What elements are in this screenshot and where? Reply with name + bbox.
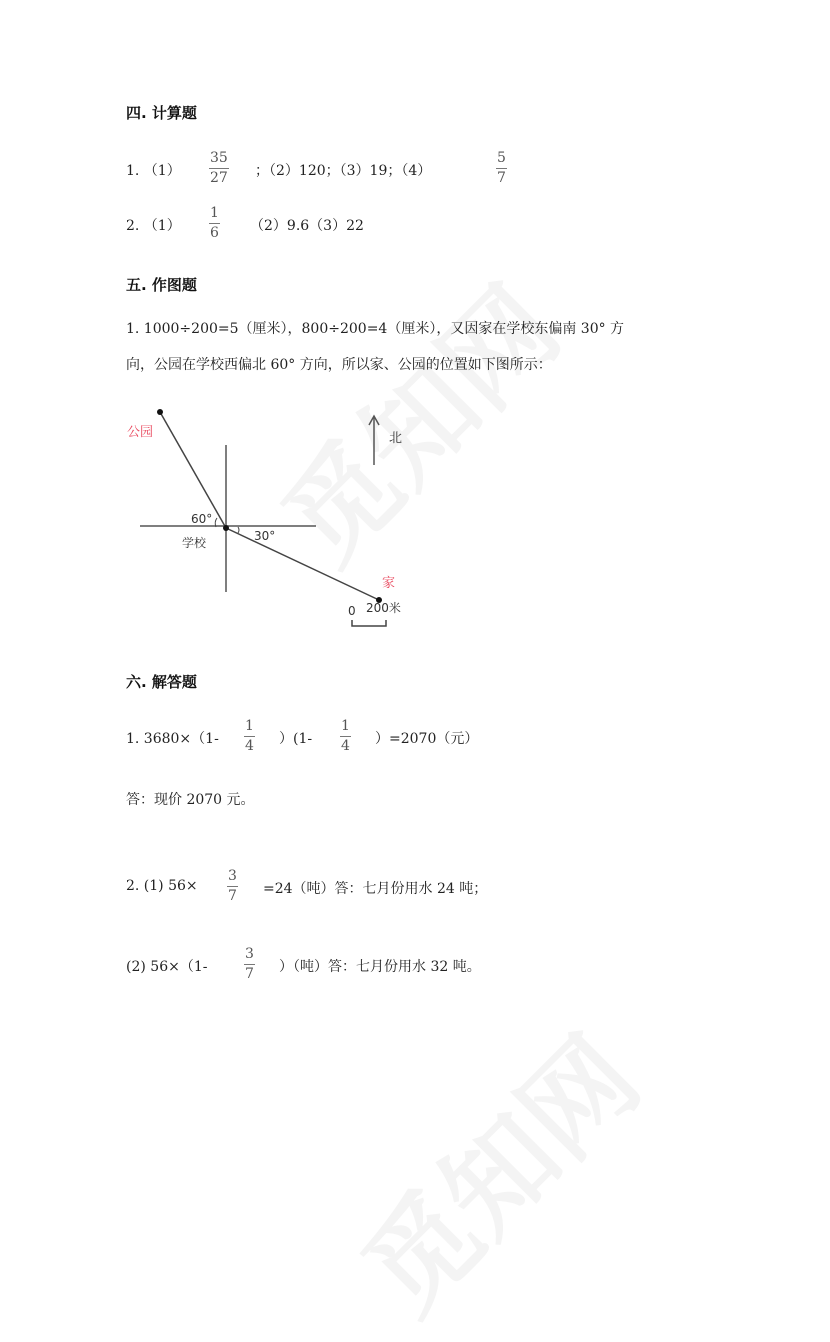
solve-q1-answer: 答：现价 2070 元。 <box>126 792 255 808</box>
section-title-solve: 六. 解答题 <box>126 673 197 691</box>
section-title-drawing: 五. 作图题 <box>126 276 197 294</box>
fraction-3-7-first <box>227 868 238 905</box>
angle-label-60: 60° <box>191 512 213 526</box>
calc-q1-middle: ；（2）120；（3）19；（4） <box>255 163 432 179</box>
watermark-bottom <box>322 996 667 1341</box>
drawing-text-line1: 1. 1000÷200=5（厘米），800÷200=4（厘米），又因家在学校东偏南 30° 方 <box>126 321 625 337</box>
angle-mark-30 <box>238 527 239 533</box>
numerator: 3 <box>244 946 255 965</box>
school-point <box>223 525 229 531</box>
direction-diagram <box>110 395 440 640</box>
denominator: 6 <box>210 225 219 241</box>
denominator: 4 <box>341 738 350 754</box>
denominator: 7 <box>497 170 506 186</box>
solve-q2-p1-a: 2. (1) 56× <box>126 878 198 894</box>
home-line <box>226 528 379 600</box>
park-line <box>160 412 226 528</box>
park-point <box>157 409 163 415</box>
denominator: 7 <box>245 966 254 982</box>
scale-distance-label: 200米 <box>366 601 401 615</box>
calc-q2-prefix: 2. （1） <box>126 218 181 234</box>
angle-label-30: 30° <box>254 529 276 543</box>
scale-zero-label: 0 <box>348 604 356 618</box>
fraction-35-27 <box>209 150 229 187</box>
calc-q1-prefix: 1. （1） <box>126 163 181 179</box>
fraction-5-7 <box>496 150 507 187</box>
fraction-1-4-first <box>244 718 255 755</box>
numerator: 3 <box>227 868 238 887</box>
numerator: 1 <box>340 718 351 737</box>
fraction-1-6 <box>209 205 220 242</box>
solve-q1-part-c: ）=2070（元） <box>375 731 479 747</box>
solve-q2-p1-b: =24（吨）答：七月份用水 24 吨； <box>263 881 488 897</box>
scale-bar <box>352 620 386 626</box>
home-label: 家 <box>382 576 396 591</box>
drawing-text-line2: 向，公园在学校西偏北 60° 方向，所以家、公园的位置如下图所示： <box>126 357 552 373</box>
north-label: 北 <box>389 431 403 446</box>
section-title-calc: 四. 计算题 <box>126 104 197 122</box>
solve-q2-p2-a: (2) 56×（1- <box>126 959 208 975</box>
solve-q2-p2-b: ）（吨）答：七月份用水 32 吨。 <box>279 959 481 975</box>
fraction-3-7-second <box>244 946 255 983</box>
numerator: 1 <box>244 718 255 737</box>
denominator: 4 <box>245 738 254 754</box>
park-label: 公园 <box>127 425 154 440</box>
numerator: 1 <box>209 205 220 224</box>
denominator: 27 <box>210 170 228 186</box>
numerator: 5 <box>496 150 507 169</box>
numerator: 35 <box>209 150 229 169</box>
school-label: 学校 <box>182 536 207 550</box>
denominator: 7 <box>228 888 237 904</box>
fraction-1-4-second <box>340 718 351 755</box>
calc-q2-rest: （2）9.6（3）22 <box>250 218 364 234</box>
solve-q1-part-b: ）(1- <box>279 731 313 747</box>
solve-q1-part-a: 1. 3680×（1- <box>126 731 219 747</box>
